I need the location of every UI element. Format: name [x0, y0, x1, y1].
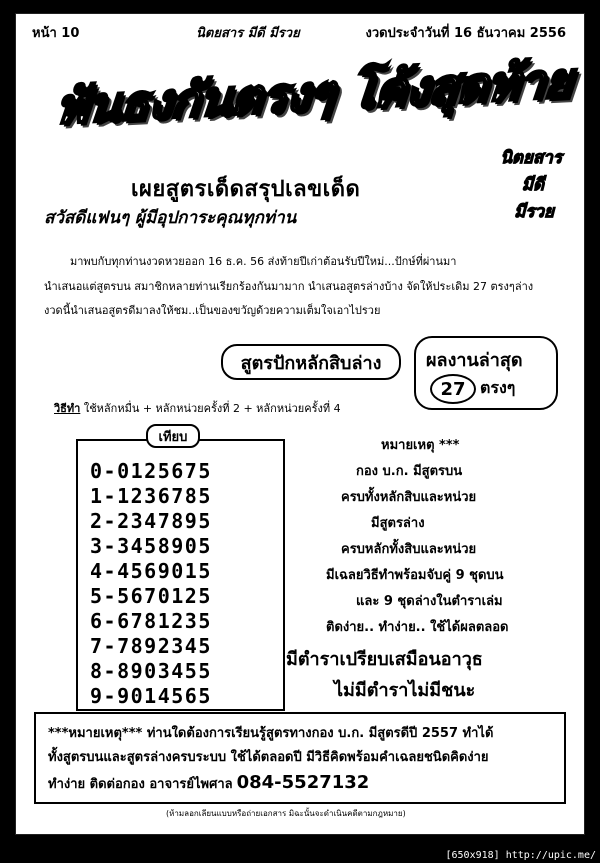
table-row: 0-0125675 — [90, 459, 212, 483]
table-row: 6-6781235 — [90, 609, 212, 633]
table-row: 3-3458905 — [90, 534, 212, 558]
table-row: 2-2347895 — [90, 509, 212, 533]
method-text: ใช้หลักหมื่น + หลักหน่วยครั้งที่ 2 + หลักหน่วยครั้งที่ 4 — [80, 402, 341, 415]
note-line: ติดง่าย.. ทำง่าย.. ใช้ได้ผลตลอด — [326, 620, 509, 635]
footer-box — [34, 712, 566, 804]
footer-line: ทั้งสูตรบนและสูตรล่างครบระบบ ใช้ได้ตลอดปี มีวิธีคิดพร้อมคำเฉลยชนิดคิดง่าย — [48, 750, 489, 765]
table-row: 4-4569015 — [90, 559, 212, 583]
table-row: 8-8903455 — [90, 659, 212, 683]
slogan-line: ไม่มีตำราไม่มีชนะ — [334, 680, 476, 701]
table-row: 9-9014565 — [90, 684, 212, 708]
table-row: 7-7892345 — [90, 634, 212, 658]
greeting: สวัสดีแฟนๆ ผู้มีอุปการะคุณทุกท่าน — [44, 208, 297, 228]
subtitle: เผยสูตรเด็ดสรุปเลขเด็ด — [131, 177, 361, 202]
table-row: 1-1236785 — [90, 484, 212, 508]
main-title: ฟันธงกันตรงๆ โค้งสุดท้าย — [51, 52, 574, 136]
magazine-name: นิตยสาร มีดี มีรวย — [196, 26, 300, 41]
intro-line: นำเสนอแต่สูตรบน สมาชิกหลายท่านเรียกร้องกันมามาก นำเสนอสูตรล่างบ้าง จัดให้ประเดิม 27 ตรงๆล่าง — [44, 280, 534, 293]
note-line: มีสูตรล่าง — [371, 516, 425, 531]
note-line: ครบทั้งหลักสิบและหน่วย — [341, 490, 477, 505]
slogan-line: มีตำราเปรียบเสมือนอาวุธ — [286, 649, 483, 670]
footer-line: ***หมายเหตุ*** ท่านใดต้องการเรียนรู้สูตรทางกอง บ.ก. มีสูตรดีปี 2557 ทำได้ — [48, 726, 494, 741]
footer-contact — [48, 772, 369, 794]
intro-line: งวดนี้นำเสนอสูตรดีมาลงให้ชม..เป็นของขวัญด้วยความเต็มใจเอาไปรวย — [44, 304, 381, 317]
page-number: หน้า 10 — [32, 26, 80, 41]
result-box — [414, 336, 558, 410]
result-number: 27 — [430, 374, 476, 404]
side-logo-line-1: นิตยสาร — [500, 148, 562, 168]
draw-date: งวดประจำวันที่ 16 ธันวาคม 2556 — [365, 26, 566, 41]
note-line: ครบหลักทั้งสิบและหน่วย — [341, 542, 477, 557]
method-label: วิธีทำ — [54, 402, 81, 415]
table-tag: เทียบ — [146, 424, 200, 448]
note-line: กอง บ.ก. มีสูตรบน — [356, 464, 463, 479]
table-row: 5-5670125 — [90, 584, 212, 608]
magazine-page — [15, 13, 585, 835]
result-label: ผลงานล่าสุด — [426, 350, 523, 371]
method-line — [54, 399, 341, 417]
number-table — [76, 439, 285, 711]
intro-line: มาพบกับทุกท่านงวดหวยออก 16 ธ.ค. 56 ส่งท้ายปีเก่าต้อนรับปีใหม่...ปักษ์ที่ผ่านมา — [70, 255, 457, 268]
result-suffix: ตรงๆ — [480, 378, 516, 397]
note-line: และ 9 ชุดล่างในตำราเล่ม — [356, 594, 503, 609]
side-logo-line-2: มีดี — [521, 175, 544, 195]
note-title: หมายเหตุ *** — [381, 438, 460, 453]
side-logo-line-3: มีรวย — [514, 202, 554, 222]
watermark: [650x918] http://upic.me/ — [445, 850, 596, 861]
footer-contact-text: ทำง่าย ติดต่อกอง อาจารย์ไพศาล — [48, 777, 233, 792]
phone-number: 084-5527132 — [236, 772, 370, 793]
note-line: มีเฉลยวิธีทำพร้อมจับคู่ 9 ชุดบน — [326, 568, 504, 583]
formula-title: สูตรปักหลักสิบล่าง — [221, 344, 401, 380]
disclaimer: (ห้ามลอกเลียนแบบหรือถ่ายเอกสาร มิฉะนั้นจะดำเนินคดีตามกฎหมาย) — [166, 809, 406, 818]
